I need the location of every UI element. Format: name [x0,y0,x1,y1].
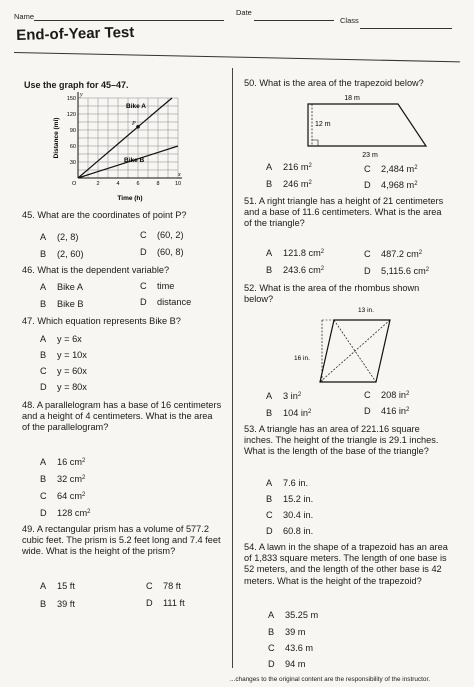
q54-option-b[interactable]: B 39 m [268,627,306,637]
q45-option-b[interactable]: B (2, 60) [40,249,84,259]
footer-note: ...changes to the original content are the responsibility of the instructor. [230,676,431,683]
q52-option-a[interactable]: A 3 $in^2$ [266,391,302,401]
x-tick-label: 2 [96,181,100,187]
title-rule [14,52,460,62]
q52-option-b[interactable]: B 104 $in^2$ [266,408,312,418]
q49-stem: 49. A rectangular prism has a volume of 577.2 cubic feet. The prism is 5.2 feet long and 7.4 feet wide. What is the height of the prism? [22,524,221,557]
q49-option-d[interactable]: D 111 ft [146,598,185,608]
point-p [136,125,140,129]
x-tick-label: 4 [116,181,120,187]
q54-option-d[interactable]: D 94 m [268,659,306,669]
y-tick-label: 60 [69,144,76,150]
q49-option-a[interactable]: A 15 ft [40,581,75,591]
q51-option-d[interactable]: D 5,115.6 $cm^2$ [364,266,430,276]
q46-stem: 46. What is the dependent variable? [22,265,170,275]
y-tick-label: 120 [66,112,76,118]
q48-option-b[interactable]: B 32 $cm^2$ [40,474,86,484]
q53-stem: 53. A triangle has an area of 221.16 square inches. The height of the triangle is 29.1 inches. What is the length of the base of the triangle? [244,424,439,457]
y-tick-label: 90 [69,128,76,134]
q45-option-d[interactable]: D (60, 8) [140,247,184,257]
q54-stem: 54. A lawn in the shape of a trapezoid has an area of 1,833 square meters. The length of one base is 52 meters, and the length of the other base is 42 meters. What is the height of the trapezoid? [244,542,448,586]
q48-option-a[interactable]: A 16 $cm^2$ [40,457,86,467]
q46-option-d[interactable]: D distance [140,297,192,307]
q52-option-d[interactable]: D 416 $in^2$ [364,406,410,416]
q50-option-b[interactable]: B 246 $m^2$ [266,179,312,189]
distance-time-graph [50,88,190,208]
q45-option-c[interactable]: C (60, 2) [140,230,184,240]
trapezoid-bottom-label: 23 m [362,152,378,159]
q50-option-d[interactable]: D 4,968 $m^2$ [364,180,418,190]
rhombus-figure [292,302,402,390]
q51-option-c[interactable]: C 487.2 $cm^2$ [364,249,423,259]
x-tick-label: 6 [136,181,140,187]
q47-option-a[interactable]: A y = 6x [40,334,82,344]
q52-option-c[interactable]: C 208 $in^2$ [364,390,410,400]
y-tick-label: 30 [69,160,76,166]
graph-intro: Use the graph for 45–47. [24,80,129,90]
trapezoid-figure [294,92,444,160]
q53-option-d[interactable]: D 60.8 in. [266,526,314,536]
q48-option-c[interactable]: C 64 $cm^2$ [40,491,86,501]
q45-stem: 45. What are the coordinates of point P? [22,210,187,220]
graph-grid [78,98,178,178]
q48-option-d[interactable]: D 128 $cm^2$ [40,508,91,518]
q54-option-a[interactable]: A 35.25 m [268,610,319,620]
page-title: End-of-Year Test [16,23,135,44]
x-axis-title: Time (h) [117,195,143,202]
name-line [34,20,224,21]
x-tick-label: 10 [174,181,182,187]
q47-stem: 47. Which equation represents Bike B? [22,316,181,326]
bike-a-label: Bike A [126,103,146,110]
column-divider [232,68,233,668]
q50-stem: 50. What is the area of the trapezoid below? [244,78,424,88]
point-p-label: P [132,120,136,127]
q51-option-b[interactable]: B 243.6 $cm^2$ [266,265,325,275]
q51-stem: 51. A right triangle has a height of 21 centimeters and a base of 11.6 centimeters. What is the area of the triangle? [244,196,444,229]
y-axis-letter: y [80,92,83,98]
bike-b-label: Bike B [124,157,145,164]
q47-option-b[interactable]: B y = 10x [40,350,87,360]
trapezoid-top-label: 18 m [344,95,360,102]
q51-option-a[interactable]: A 121.8 $cm^2$ [266,248,325,258]
q50-option-c[interactable]: C 2,484 $m^2$ [364,164,418,174]
name-label: Name [14,12,35,21]
rhombus-top-label: 13 in. [358,307,374,314]
trapezoid-height-label: 12 m [315,121,331,128]
y-tick-label: 150 [66,96,76,102]
q53-option-a[interactable]: A 7.6 in. [266,478,309,488]
q52-stem: 52. What is the area of the rhombus shown below? [244,283,420,305]
date-label: Date [236,8,252,17]
q49-option-c[interactable]: C 78 ft [146,581,181,591]
y-axis-title: Distance (mi) [53,117,60,159]
y-tick-labels [67,96,76,166]
x-tick-label: 8 [156,181,160,187]
x-axis-letter: x [178,172,181,178]
q53-option-c[interactable]: C 30.4 in. [266,510,314,520]
q50-option-a[interactable]: A 216 $m^2$ [266,162,312,172]
q46-option-a[interactable]: A Bike A [40,282,84,292]
q47-option-d[interactable]: D y = 80x [40,382,87,392]
q48-stem: 48. A parallelogram has a base of 16 centimeters and a height of 4 centimeters. What is the area of the parallelogram? [22,400,222,433]
q53-option-b[interactable]: B 15.2 in. [266,494,314,504]
q54-option-c[interactable]: C 43.6 m [268,643,314,653]
date-line [254,20,334,21]
q45-option-a[interactable]: A (2, 8) [40,232,79,242]
rhombus-height-label: 16 in. [294,355,310,362]
class-label: Class [340,16,359,25]
q49-option-b[interactable]: B 39 ft [40,599,75,609]
class-line [360,28,452,29]
x-tick-labels [96,181,181,187]
q46-option-c[interactable]: C time [140,281,175,291]
origin-label: O [72,181,77,187]
q46-option-b[interactable]: B Bike B [40,299,84,309]
q47-option-c[interactable]: C y = 60x [40,366,87,376]
